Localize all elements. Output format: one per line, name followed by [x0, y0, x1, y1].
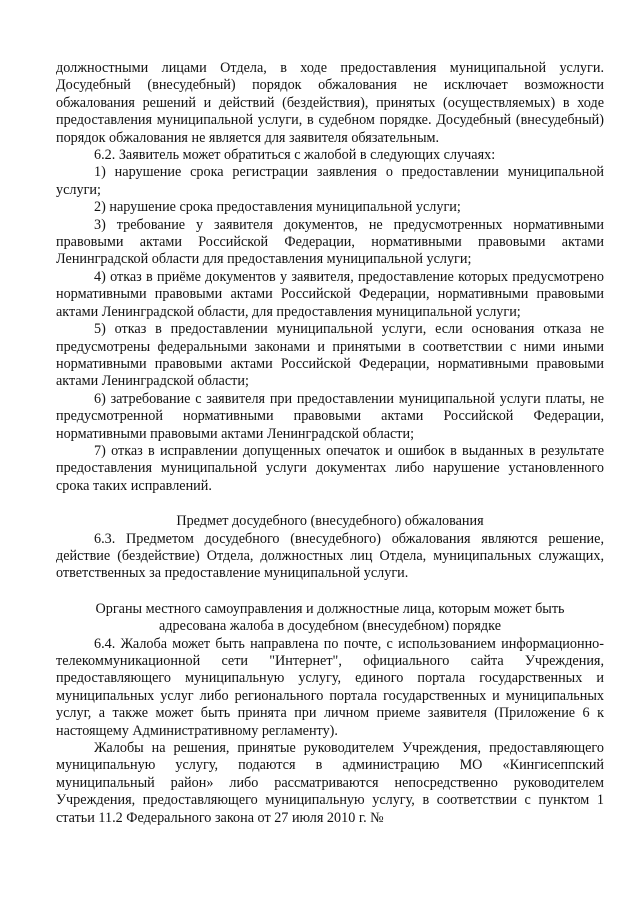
list-item-4: 4) отказ в приёме документов у заявителя, предоставление которых предусмотрено нормативными правовыми актами Российской Федерации, нормативными правовыми актами Ленинградской области, для предоставления муниципальной услуги; — [56, 268, 604, 320]
paragraph-6-2: 6.2. Заявитель может обратиться с жалобой в следующих случаях: — [94, 147, 496, 164]
list-item-5: 5) отказ в предоставлении муниципальной услуги, если основания отказа не предусмотрены федеральными законами и принятыми в соответствии с ними иными нормативными правовыми актами Российской Федерации, нормативными правовыми актами Ленинградской области; — [56, 321, 604, 390]
list-item-1: 1) нарушение срока регистрации заявления о предоставлении муниципальной услуги; — [56, 164, 604, 198]
section-heading-subject: Предмет досудебного (внесудебного) обжалования — [176, 513, 484, 530]
paragraph-6-4: 6.4. Жалоба может быть направлена по почте, с использованием информационно-телекоммуникационной сети "Интернет", официального сайта Учреждения, предоставляющего муниципальную услугу, единого портала государственных и муниципальных услуг либо регионального портала государственных и муниципальных услуг, а также может быть принята при личном приеме заявителя (Приложение 6 к настоящему Административному регламенту). — [56, 635, 604, 739]
list-item-3: 3) требование у заявителя документов, не предусмотренных нормативными правовыми актами Российской Федерации, нормативными правовыми актами Ленинградской области для предоставления муниципальной услуги; — [56, 216, 604, 268]
list-item-2: 2) нарушение срока предоставления муниципальной услуги; — [94, 199, 461, 216]
paragraph-appeal-intro: должностными лицами Отдела, в ходе предоставления муниципальной услуги. Досудебный (внесудебный) порядок обжалования не исключает возможности обжалования решений и действий (бездействия), принятых (осуществляемых) в ходе предоставления муниципальной услуги, в судебном порядке. Досудебный (внесудебный) порядок обжалования не является для заявителя обязательным. — [56, 60, 604, 146]
document-page — [56, 60, 604, 827]
paragraph-6-3: 6.3. Предметом досудебного (внесудебного) обжалования являются решение, действие (бездействие) Отдела, должностных лиц Отдела, муниципальных служащих, ответственных за предоставление муниципальной услуги. — [56, 530, 604, 582]
section-heading-bodies: Органы местного самоуправления и должностные лица, которым может быть адресована жалоба в досудебном (внесудебном) порядке — [95, 600, 565, 635]
paragraph-complaints: Жалобы на решения, принятые руководителем Учреждения, предоставляющего муниципальную услугу, подаются в администрацию МО «Кингисеппский муниципальный район» либо рассматриваются непосредственно руководителем Учреждения, предоставляющего муниципальную услугу, в соответствии с пунктом 1 статьи 11.2 Федерального закона от 27 июля 2010 г. № — [56, 740, 604, 826]
spacer — [56, 583, 604, 601]
list-item-6: 6) затребование с заявителя при предоставлении муниципальной услуги платы, не предусмотренной нормативными правовыми актами Российской Федерации, нормативными правовыми актами Ленинградской области; — [56, 390, 604, 442]
spacer — [56, 495, 604, 513]
list-item-7: 7) отказ в исправлении допущенных опечаток и ошибок в выданных в результате предоставления муниципальной услуги документах либо нарушение установленного срока таких исправлений. — [56, 442, 604, 494]
